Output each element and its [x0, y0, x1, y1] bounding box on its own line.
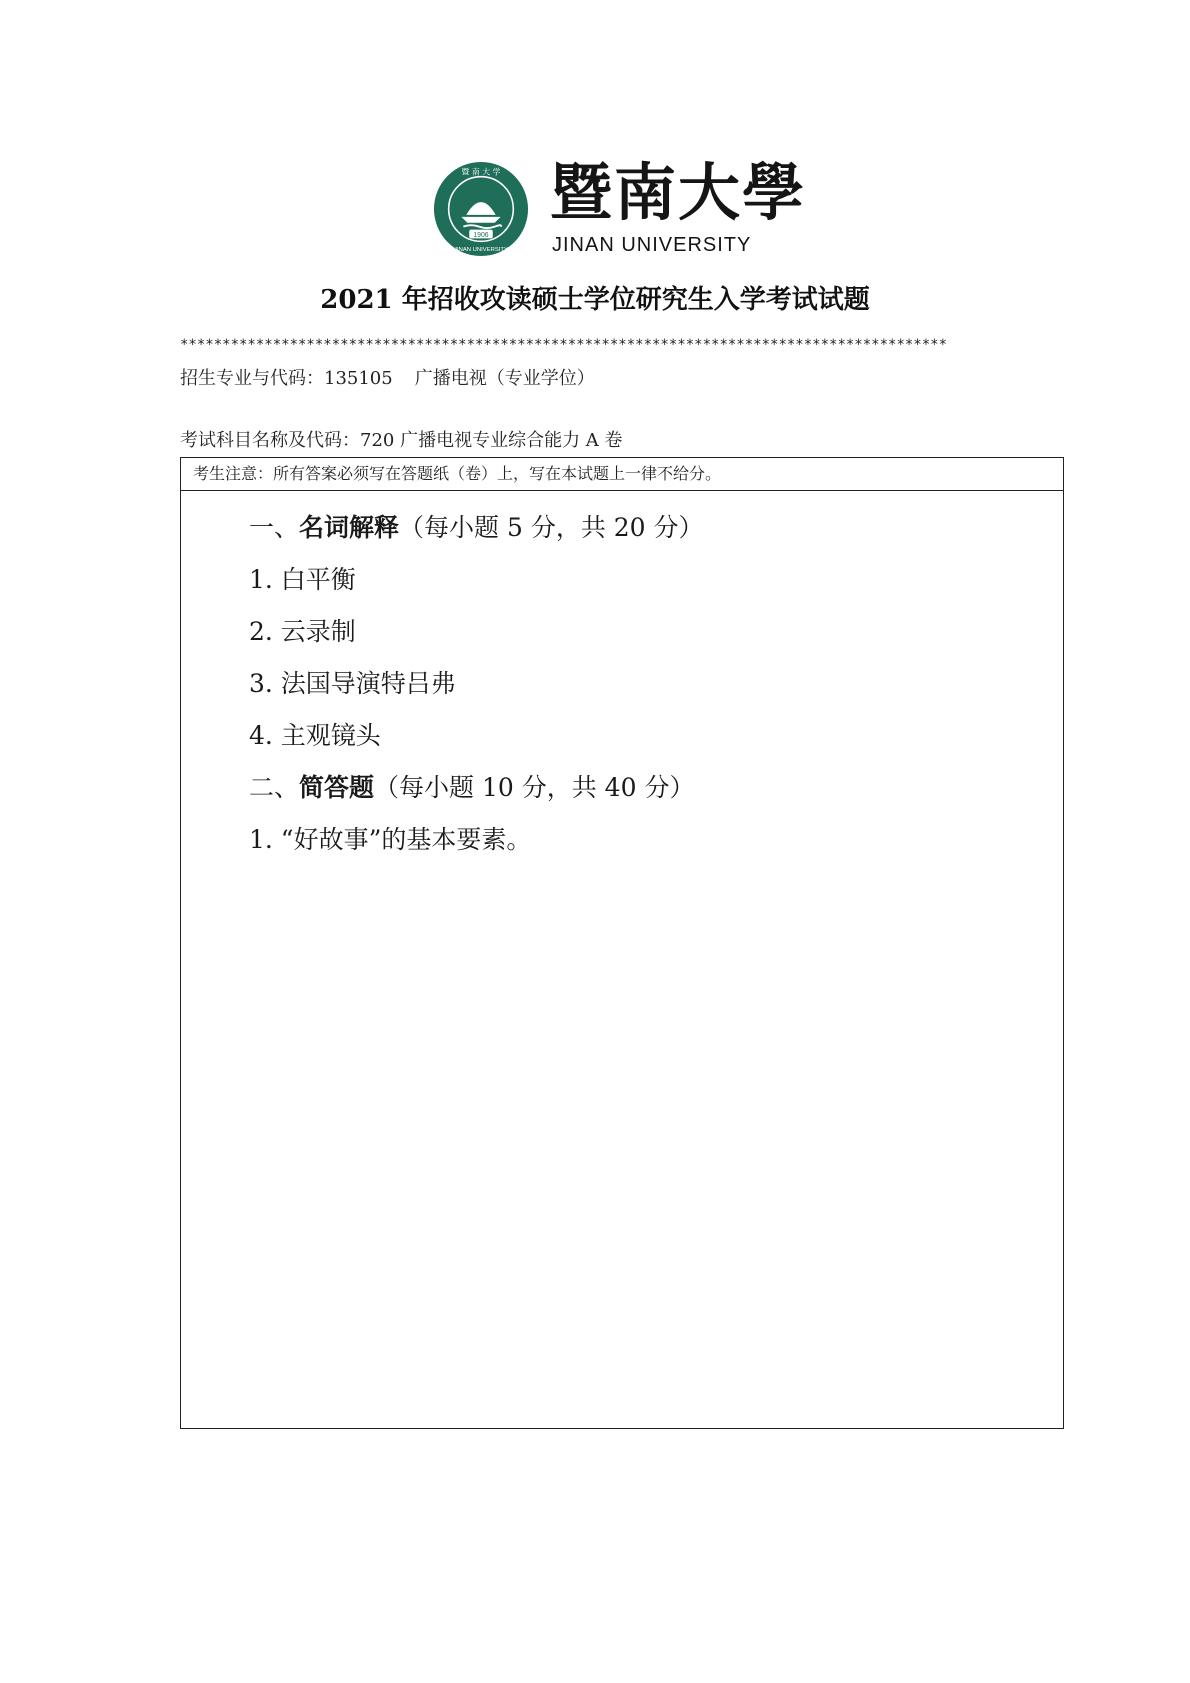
- logo-chinese-name: 暨南大學: [550, 156, 807, 229]
- seal-year: 1906: [473, 231, 489, 239]
- exam-title: 2021 年招收攻读硕士学位研究生入学考试试题: [320, 285, 870, 315]
- question-item: 1. “好故事”的基本要素。: [249, 825, 532, 854]
- seal-text-top: 暨 南 大 学: [461, 167, 501, 177]
- section-title: 简答题: [299, 773, 375, 802]
- logo-english-name: JINAN UNIVERSITY: [552, 234, 752, 256]
- section-title: 名词解释: [299, 513, 400, 542]
- separator-line: *******************************************************************************************: [180, 337, 948, 353]
- section-heading-1: [249, 502, 1029, 554]
- major-info: [180, 366, 595, 392]
- university-seal-icon: [432, 160, 530, 258]
- major-code: 招生专业与代码：135105: [180, 368, 393, 389]
- university-logo: [432, 156, 807, 260]
- question-content: [249, 502, 1029, 866]
- question-item: 4. 主观镜头: [249, 721, 381, 750]
- section-score: （每小题 5 分，共 20 分）: [399, 513, 704, 542]
- section-prefix: 一、: [249, 513, 300, 542]
- question-box: [180, 457, 1064, 1429]
- question-item: 2. 云录制: [249, 617, 356, 646]
- section-prefix: 二、: [249, 773, 300, 802]
- section-score: （每小题 10 分，共 40 分）: [374, 773, 695, 802]
- section-heading-2: [249, 762, 1029, 814]
- major-name: 广播电视（专业学位）: [414, 368, 595, 389]
- subject-info: 考试科目名称及代码：720 广播电视专业综合能力 A 卷: [180, 430, 623, 451]
- question-item: 3. 法国导演特吕弗: [249, 669, 456, 698]
- candidate-notice: 考生注意：所有答案必须写在答题纸（卷）上，写在本试题上一律不给分。: [181, 458, 1063, 491]
- seal-text-bottom: JINAN UNIVERSITY: [454, 247, 508, 254]
- question-item: 1. 白平衡: [249, 565, 356, 594]
